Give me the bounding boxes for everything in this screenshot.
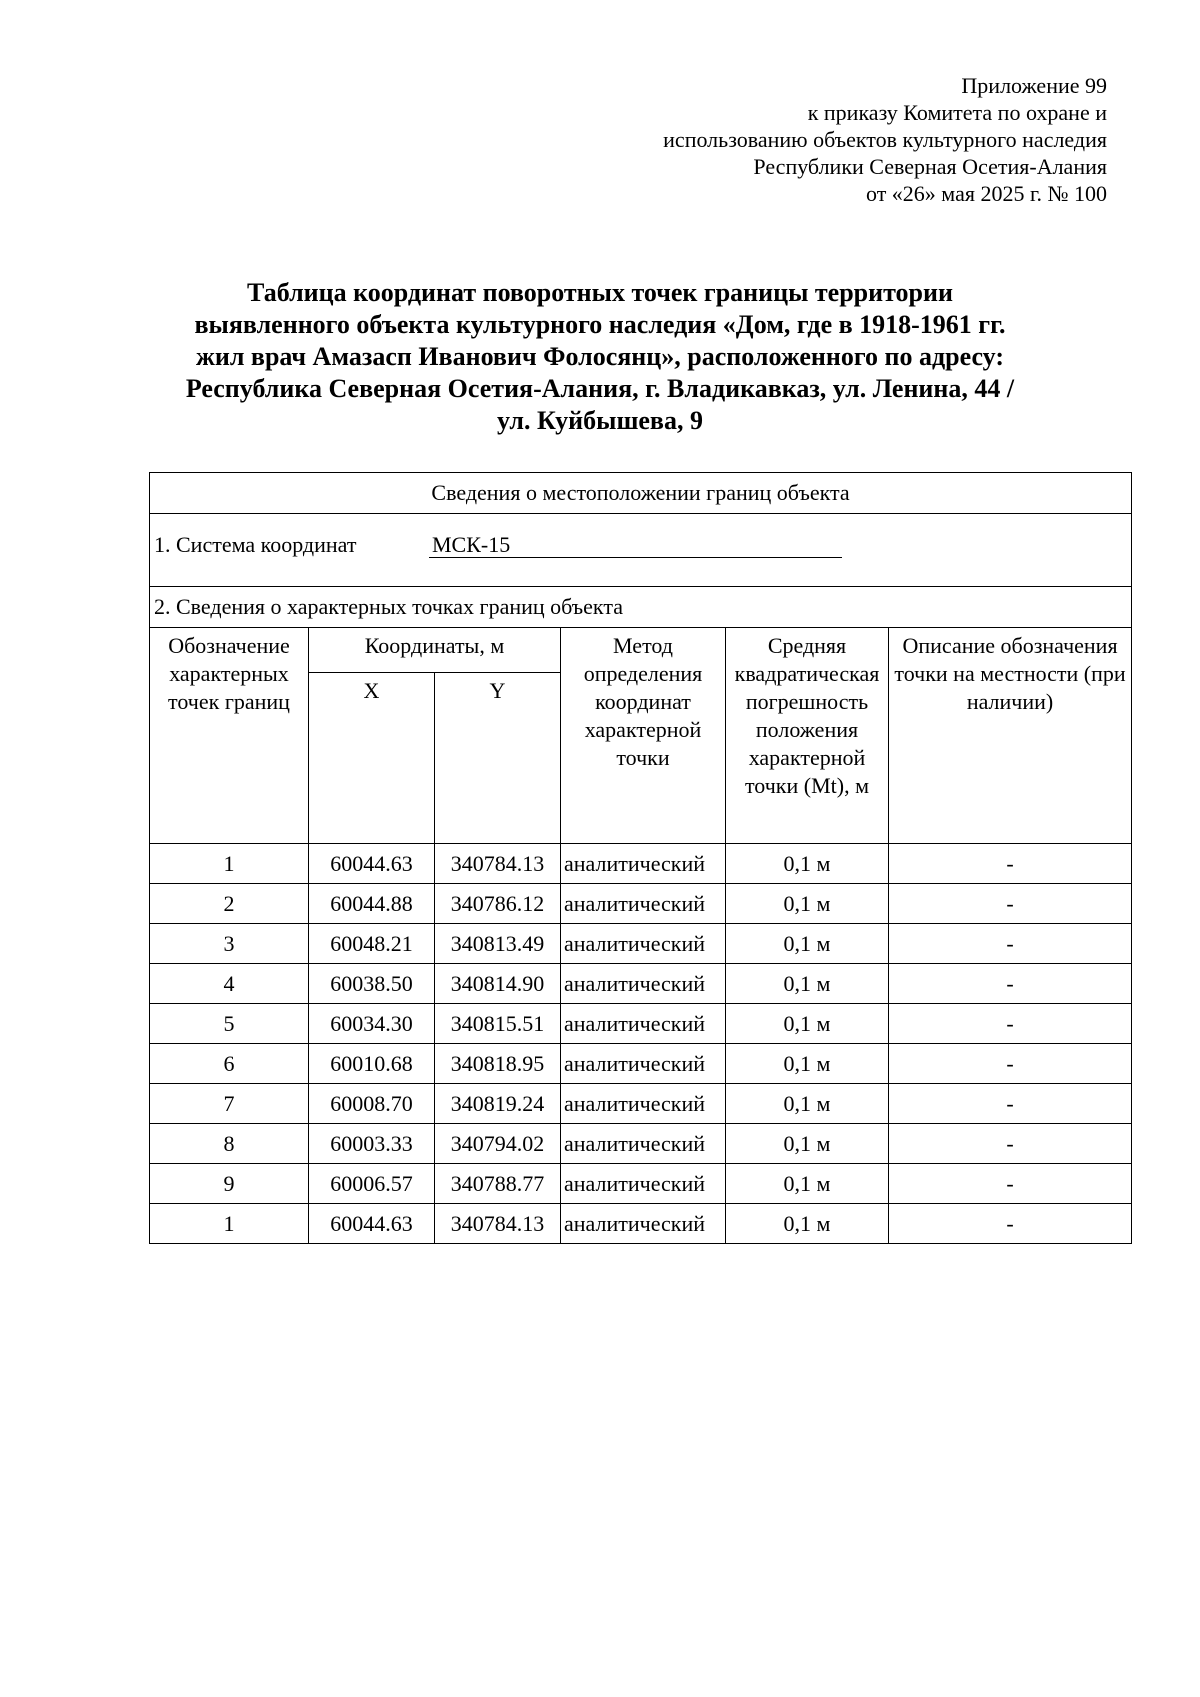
cell-method: аналитический xyxy=(561,964,726,1004)
cell-description: - xyxy=(889,1004,1132,1044)
appendix-line: Приложение 99 xyxy=(961,73,1107,98)
header-x: X xyxy=(309,673,435,844)
cell-y: 340786.12 xyxy=(435,884,561,924)
appendix-line: использованию объектов культурного наследия xyxy=(663,127,1107,152)
cell-y: 340819.24 xyxy=(435,1084,561,1124)
section-heading: Сведения о местоположении границ объекта xyxy=(150,473,1132,514)
cell-error: 0,1 м xyxy=(726,924,889,964)
cell-description: - xyxy=(889,1204,1132,1244)
title-line: ул. Куйбышева, 9 xyxy=(497,406,703,435)
cell-description: - xyxy=(889,844,1132,884)
cell-error: 0,1 м xyxy=(726,844,889,884)
table-row xyxy=(150,1084,1132,1124)
cell-description: - xyxy=(889,1044,1132,1084)
cell-method: аналитический xyxy=(561,1164,726,1204)
appendix-line: к приказу Комитета по охране и xyxy=(807,100,1107,125)
cell-y: 340815.51 xyxy=(435,1004,561,1044)
cell-error: 0,1 м xyxy=(726,1084,889,1124)
cell-point: 9 xyxy=(150,1164,309,1204)
cell-x: 60006.57 xyxy=(309,1164,435,1204)
cell-point: 1 xyxy=(150,1204,309,1244)
cell-method: аналитический xyxy=(561,1084,726,1124)
coordinates-table xyxy=(149,472,1132,1244)
table-row xyxy=(150,924,1132,964)
cell-error: 0,1 м xyxy=(726,1044,889,1084)
cell-method: аналитический xyxy=(561,1204,726,1244)
table-row xyxy=(150,844,1132,884)
points-heading: 2. Сведения о характерных точках границ объекта xyxy=(150,587,1132,628)
cell-y: 340813.49 xyxy=(435,924,561,964)
cell-error: 0,1 м xyxy=(726,1164,889,1204)
cell-error: 0,1 м xyxy=(726,1124,889,1164)
table-row xyxy=(150,884,1132,924)
cell-y: 340784.13 xyxy=(435,844,561,884)
table-row xyxy=(150,1124,1132,1164)
title-line: Республика Северная Осетия-Алания, г. Владикавказ, ул. Ленина, 44 / xyxy=(185,374,1015,403)
cell-x: 60044.63 xyxy=(309,844,435,884)
cell-x: 60010.68 xyxy=(309,1044,435,1084)
cell-y: 340784.13 xyxy=(435,1204,561,1244)
cell-y: 340794.02 xyxy=(435,1124,561,1164)
table-row xyxy=(150,1044,1132,1084)
cell-point: 5 xyxy=(150,1004,309,1044)
cell-x: 60034.30 xyxy=(309,1004,435,1044)
table-row xyxy=(150,964,1132,1004)
cell-point: 8 xyxy=(150,1124,309,1164)
cell-point: 7 xyxy=(150,1084,309,1124)
appendix-block xyxy=(663,72,1107,207)
header-description: Описание обозначения точки на местности (при наличии) xyxy=(889,628,1132,844)
table-row xyxy=(150,1164,1132,1204)
cell-point: 1 xyxy=(150,844,309,884)
coord-system-value: МСК-15 xyxy=(429,533,842,558)
header-method: Метод определения координат характерной точки xyxy=(561,628,726,844)
cell-description: - xyxy=(889,1084,1132,1124)
cell-error: 0,1 м xyxy=(726,964,889,1004)
cell-y: 340818.95 xyxy=(435,1044,561,1084)
cell-method: аналитический xyxy=(561,1004,726,1044)
header-error: Средняя квадратическая погрешность положения характерной точки (Mt), м xyxy=(726,628,889,844)
cell-method: аналитический xyxy=(561,1124,726,1164)
header-coordinates: Координаты, м xyxy=(309,628,561,673)
document-title xyxy=(150,277,1050,437)
title-line: выявленного объекта культурного наследия «Дом, где в 1918-1961 гг. xyxy=(194,310,1006,339)
cell-method: аналитический xyxy=(561,1044,726,1084)
cell-method: аналитический xyxy=(561,884,726,924)
coord-system-cell xyxy=(150,514,1132,587)
table-row xyxy=(150,1204,1132,1244)
cell-error: 0,1 м xyxy=(726,884,889,924)
cell-point: 2 xyxy=(150,884,309,924)
cell-x: 60044.88 xyxy=(309,884,435,924)
cell-x: 60038.50 xyxy=(309,964,435,1004)
cell-description: - xyxy=(889,924,1132,964)
title-line: жил врач Амазасп Иванович Фолосянц», расположенного по адресу: xyxy=(196,342,1004,371)
header-y: Y xyxy=(435,673,561,844)
appendix-line: Республики Северная Осетия-Алания xyxy=(753,154,1107,179)
cell-point: 4 xyxy=(150,964,309,1004)
appendix-line: от «26» мая 2025 г. № 100 xyxy=(865,181,1107,206)
cell-y: 340788.77 xyxy=(435,1164,561,1204)
cell-description: - xyxy=(889,1164,1132,1204)
title-line: Таблица координат поворотных точек границы территории xyxy=(247,278,953,307)
cell-error: 0,1 м xyxy=(726,1004,889,1044)
table-row xyxy=(150,1004,1132,1044)
cell-x: 60008.70 xyxy=(309,1084,435,1124)
header-designation: Обозначение характерных точек границ xyxy=(150,628,309,844)
cell-description: - xyxy=(889,1124,1132,1164)
coord-system-label: 1. Система координат xyxy=(154,532,357,557)
cell-method: аналитический xyxy=(561,924,726,964)
cell-y: 340814.90 xyxy=(435,964,561,1004)
cell-error: 0,1 м xyxy=(726,1204,889,1244)
cell-method: аналитический xyxy=(561,844,726,884)
cell-x: 60044.63 xyxy=(309,1204,435,1244)
cell-x: 60003.33 xyxy=(309,1124,435,1164)
cell-x: 60048.21 xyxy=(309,924,435,964)
cell-point: 6 xyxy=(150,1044,309,1084)
cell-description: - xyxy=(889,964,1132,1004)
cell-description: - xyxy=(889,884,1132,924)
cell-point: 3 xyxy=(150,924,309,964)
